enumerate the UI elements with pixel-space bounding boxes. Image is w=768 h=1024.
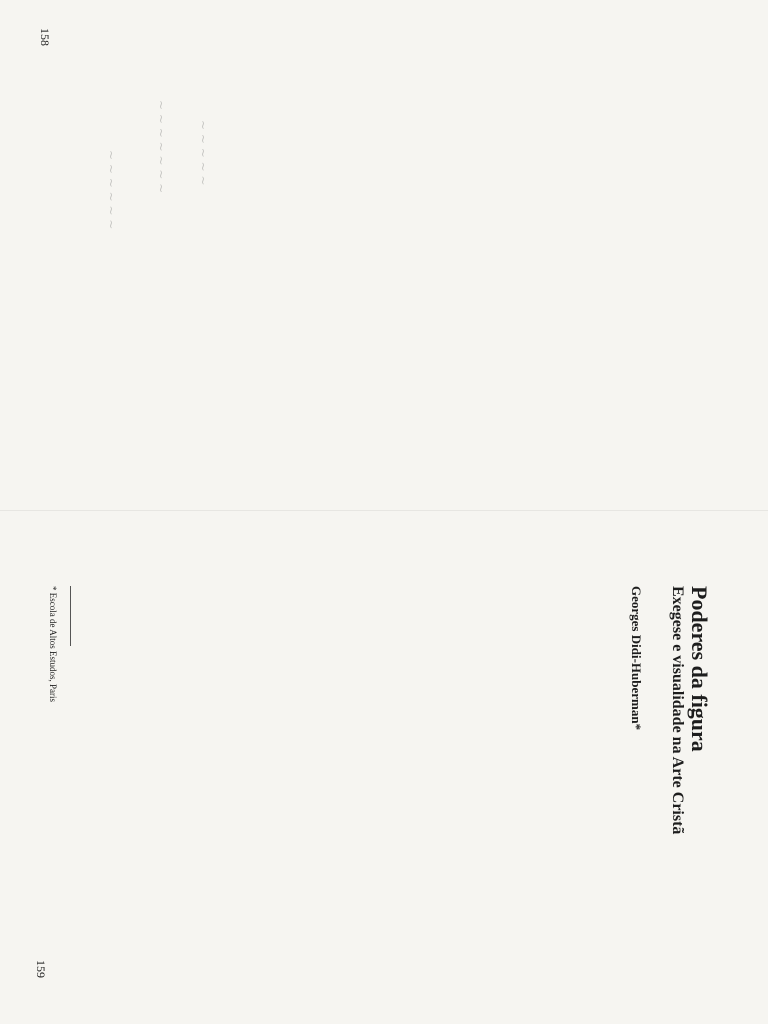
endnotes-list [369,30,370,510]
pencil-annotation: ~ ~ ~ ~ ~ ~ [104,150,118,230]
pencil-annotation: ~ ~ ~ ~ ~ [196,120,210,186]
footnote-rule [70,586,71,646]
page-number-right: 159 [34,960,48,978]
article-author: Georges Didi-Huberman* [629,586,644,731]
endnote-item [369,30,370,510]
article-title: Poderes da figura [687,586,712,752]
endnote-text [369,44,370,510]
page-number-left: 158 [38,28,52,46]
article-footnote: * Escola de Altos Estudos, Paris [48,586,58,702]
article-subtitle: Exegese e visualidade na Arte Cristã [669,586,686,835]
page-gutter [0,510,768,511]
endnote-number [369,30,370,44]
pencil-annotation: ~ ~ ~ ~ ~ ~ ~ [154,100,168,194]
